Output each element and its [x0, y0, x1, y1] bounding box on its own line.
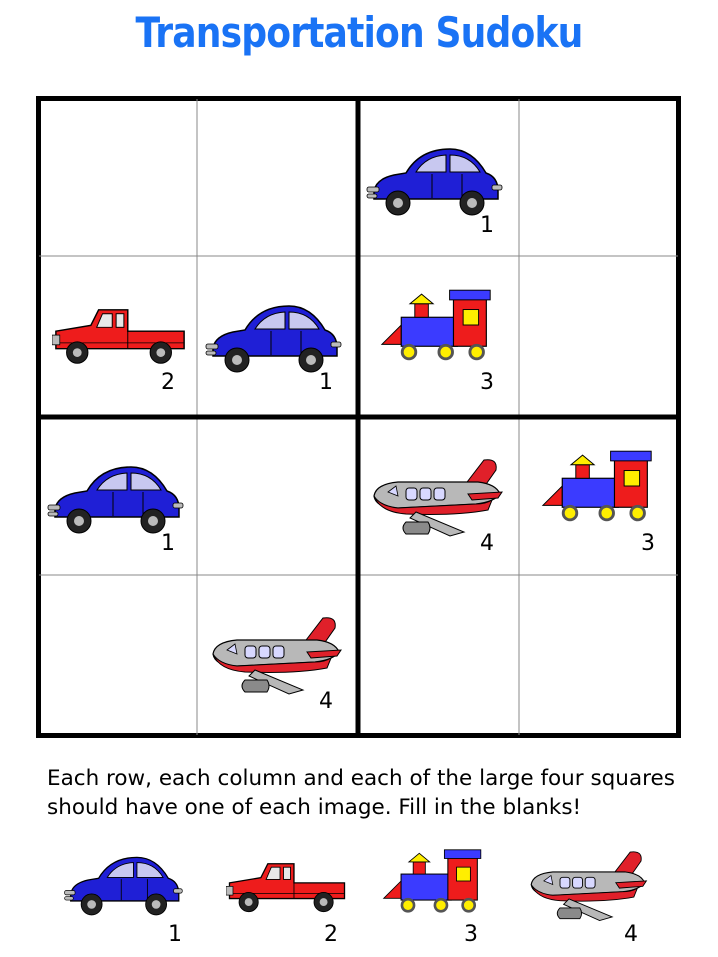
sudoku-cell[interactable]: [358, 256, 518, 415]
cell-number: 4: [319, 689, 333, 714]
cell-number: 1: [161, 531, 175, 556]
legend-number: 2: [324, 922, 338, 947]
car-icon: [364, 143, 504, 223]
sudoku-cell[interactable]: [358, 99, 518, 258]
sudoku-cell[interactable]: [519, 575, 679, 734]
sudoku-cell[interactable]: [197, 256, 357, 415]
sudoku-cell[interactable]: [197, 417, 357, 576]
sudoku-cell[interactable]: [519, 417, 679, 576]
airplane-icon: [524, 848, 650, 930]
sudoku-cell[interactable]: [197, 99, 357, 258]
car-icon: [45, 461, 185, 541]
sudoku-cell[interactable]: [39, 417, 199, 576]
cell-number: 3: [641, 531, 655, 556]
car-icon: [203, 300, 343, 380]
train-icon: [380, 286, 496, 364]
sudoku-cell[interactable]: [39, 99, 199, 258]
sudoku-cell[interactable]: [39, 575, 199, 734]
car-icon: [62, 852, 184, 922]
sudoku-cell[interactable]: [519, 256, 679, 415]
sudoku-cell[interactable]: [197, 575, 357, 734]
cell-number: 1: [480, 213, 494, 238]
instructions-text: Each row, each column and each of the large four squares should have one of each image. Fill in the blanks!: [47, 766, 675, 820]
truck-icon: [226, 858, 348, 920]
sudoku-cell[interactable]: [358, 575, 518, 734]
truck-icon: [51, 304, 189, 372]
sudoku-board: [36, 96, 681, 738]
cell-number: 2: [161, 370, 175, 395]
train-icon: [382, 846, 486, 916]
sudoku-cell[interactable]: [39, 256, 199, 415]
cell-number: 1: [319, 370, 333, 395]
sudoku-cell[interactable]: [358, 417, 518, 576]
legend-number: 3: [464, 922, 478, 947]
legend-number: 1: [168, 922, 182, 947]
sudoku-cell[interactable]: [519, 99, 679, 258]
page-title: Transportation Sudoku: [135, 8, 583, 57]
cell-number: 4: [480, 531, 494, 556]
cell-number: 3: [480, 370, 494, 395]
train-icon: [541, 447, 657, 525]
legend-number: 4: [624, 922, 638, 947]
